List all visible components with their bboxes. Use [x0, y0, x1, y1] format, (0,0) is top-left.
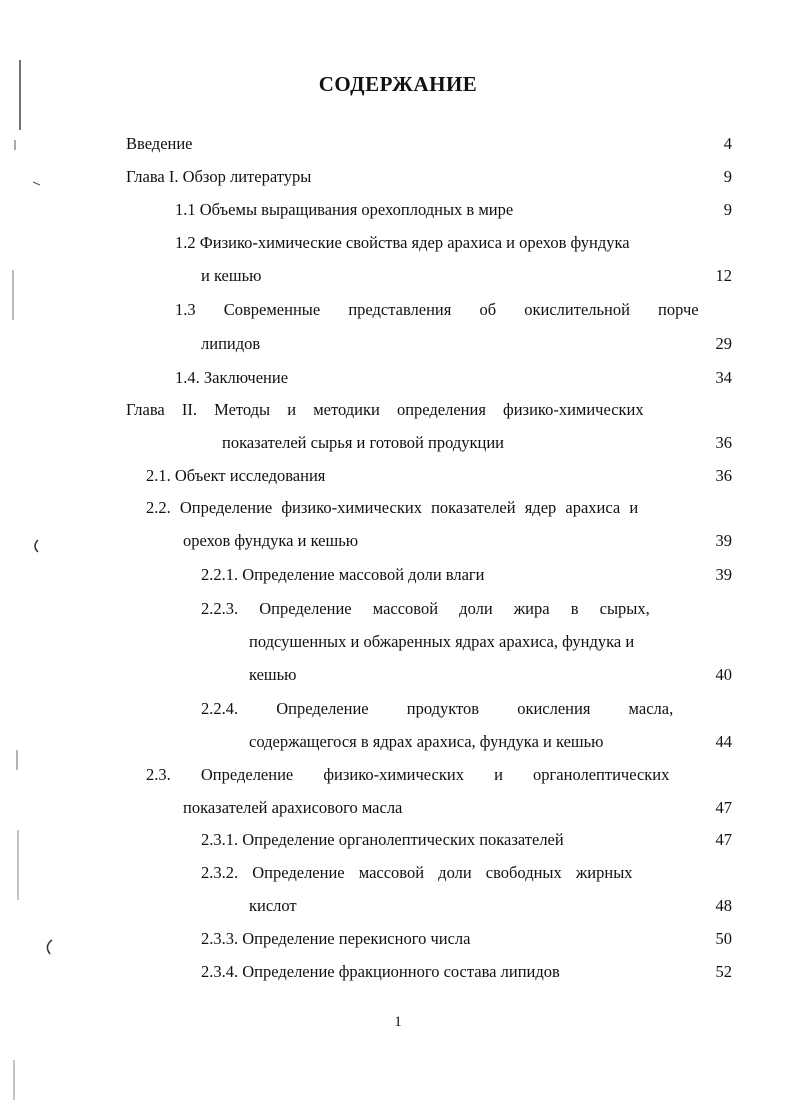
- toc-entry-continuation: показателей арахисового масла: [183, 798, 403, 817]
- toc-entry-text: 2.2.3. Определение массовой доли жира в сырых,: [201, 599, 650, 618]
- toc-entry-text: 1.3 Современные представления об окислительной порче: [175, 300, 699, 319]
- toc-entry-continuation: липидов: [201, 334, 261, 353]
- scan-artifacts: [0, 0, 60, 1104]
- toc-entry-page: 44: [715, 732, 732, 751]
- toc-entry-page: 36: [715, 433, 732, 452]
- toc-entry-page: 9: [723, 167, 732, 186]
- toc-entry-page: 34: [715, 368, 732, 387]
- toc-entry-text: 1.4. Заключение: [175, 368, 289, 387]
- toc-entry-text: Глава II. Методы и методики определения физико-химических: [126, 400, 644, 419]
- toc-entry-text: Введение: [126, 134, 193, 153]
- toc-entry-text: Глава I. Обзор литературы: [126, 167, 312, 186]
- toc-entry-page: 9: [723, 200, 732, 219]
- toc-entry-page: 52: [715, 962, 732, 981]
- toc-entry-text: 2.3.4. Определение фракционного состава липидов: [201, 962, 560, 981]
- toc-entry-page: 36: [715, 466, 732, 485]
- toc-entry-text: 2.3.3. Определение перекисного числа: [201, 929, 471, 948]
- toc-entry-text: 2.2.1. Определение массовой доли влаги: [201, 565, 485, 584]
- toc-entry-page: 40: [715, 665, 732, 684]
- toc-entry-page: 50: [715, 929, 732, 948]
- toc-entry-text: 2.3.1. Определение органолептических показателей: [201, 830, 564, 849]
- toc-entry-text: 1.1 Объемы выращивания орехоплодных в мире: [175, 200, 514, 219]
- toc-entry-text: 2.1. Объект исследования: [146, 466, 326, 485]
- toc-entry-continuation: показателей сырья и готовой продукции: [222, 433, 505, 452]
- page-number: 1: [394, 1014, 402, 1030]
- toc-entry-page: 29: [715, 334, 732, 353]
- toc-entry-page: 4: [723, 134, 732, 153]
- toc-entry-continuation: кислот: [249, 896, 297, 915]
- toc-entry-continuation: и кешью: [201, 266, 262, 285]
- toc-entry-page: 47: [715, 798, 732, 817]
- toc-entry-page: 39: [715, 531, 732, 550]
- toc-entry-page: 47: [715, 830, 732, 849]
- toc-entry-text: 2.2.4. Определение продуктов окисления масла,: [201, 699, 674, 718]
- toc-entry-continuation: подсушенных и обжаренных ядрах арахиса, фундука и: [249, 632, 635, 651]
- toc-entry-page: 12: [715, 266, 732, 285]
- toc-entry-continuation: кешью: [249, 665, 297, 684]
- toc-entry-continuation: орехов фундука и кешью: [183, 531, 359, 550]
- toc-entry-page: 39: [715, 565, 732, 584]
- toc-entry-text: 1.2 Физико-химические свойства ядер арахиса и орехов фундука: [175, 233, 630, 252]
- toc-entry-continuation: содержащегося в ядрах арахиса, фундука и кешью: [249, 732, 604, 751]
- toc-entry-page: 48: [715, 896, 732, 915]
- page-title: СОДЕРЖАНИЕ: [318, 72, 478, 96]
- toc-entry-text: 2.2. Определение физико-химических показателей ядер арахиса и: [146, 498, 639, 517]
- toc-entry-text: 2.3. Определение физико-химических и органолептических: [146, 765, 670, 784]
- toc-entry-text: 2.3.2. Определение массовой доли свободных жирных: [201, 863, 633, 882]
